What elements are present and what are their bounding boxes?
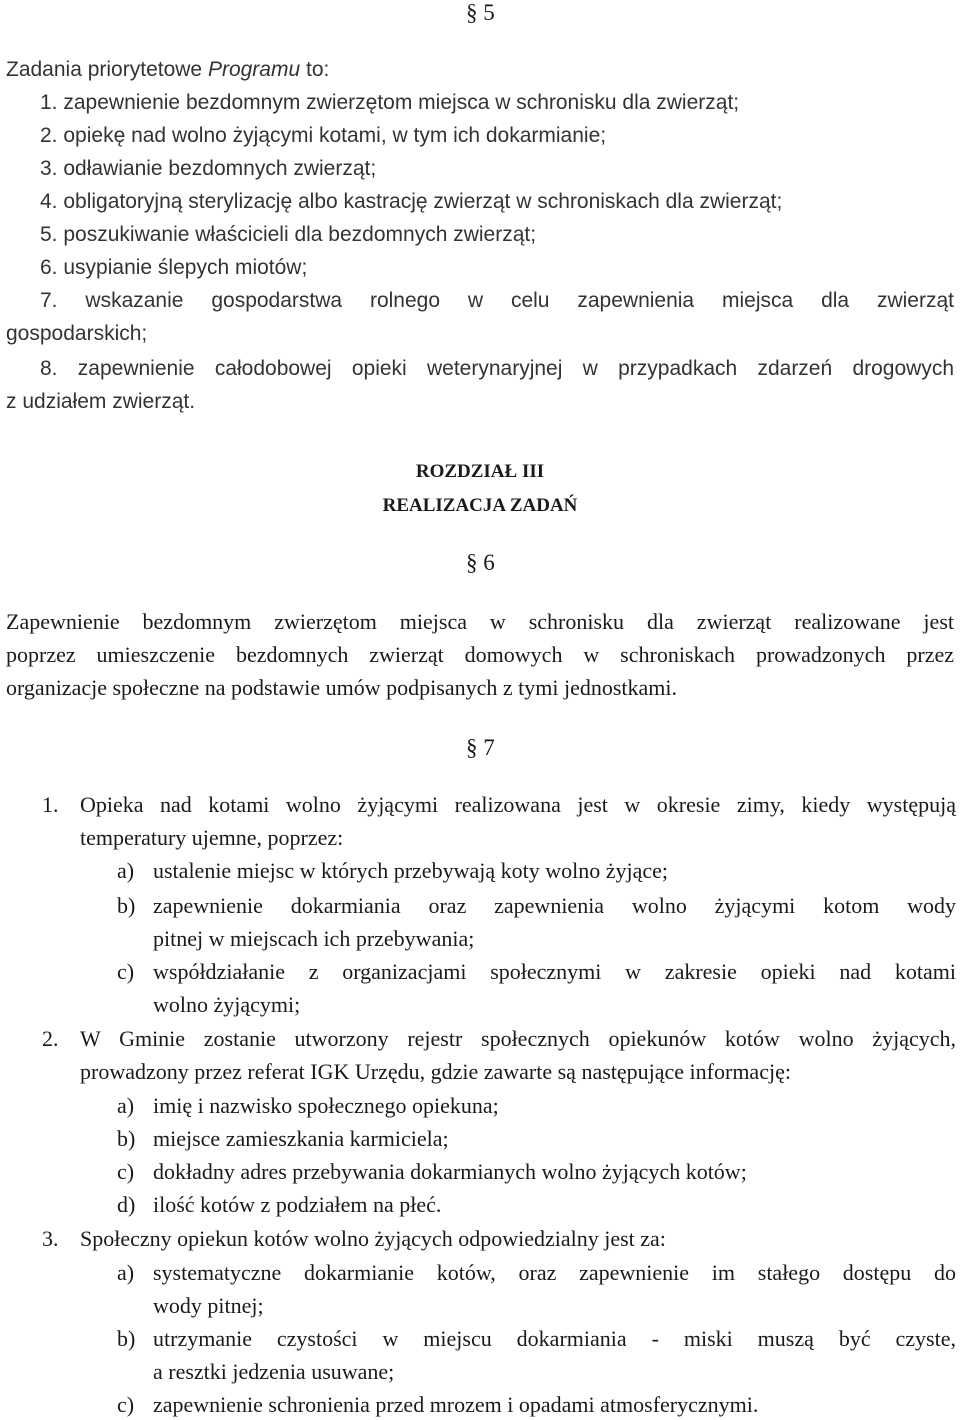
subitem-label: d) [117,1192,136,1217]
tasks-intro-end: to: [300,58,330,81]
task-number: 5. [40,223,58,246]
tasks-intro-text: Zadania priorytetowe [6,58,208,81]
task-item-7-line1: 7. wskazanie gospodarstwa rolnego w celu zapewnienia miejsca dla zwierząt [40,289,954,312]
chapter-title: REALIZACJA ZADAŃ [382,495,578,516]
task-text: zapewnienie bezdomnym zwierzętom miejsca w schronisku dla zwierząt; [63,91,740,114]
subitem-label: b) [117,1326,136,1351]
subitem-text: ilość kotów z podziałem na płeć. [153,1192,442,1217]
task-text: poszukiwanie właścicieli dla bezdomnych zwierząt; [63,223,537,246]
subitem-text: zapewnienie dokarmiania oraz zapewnienia wolno żyjącymi kotom wody [153,893,956,918]
subitem-text: pitnej w miejscach ich przebywania; [153,926,475,951]
subitem-text: imię i nazwisko społecznego opiekuna; [153,1093,499,1118]
task-number: 2. [40,124,58,147]
subitem-text: wolno żyjącymi; [153,992,301,1017]
task-item [40,157,376,181]
task-text: usypianie ślepych miotów; [63,256,308,279]
task-text: odławianie bezdomnych zwierząt; [63,157,377,180]
task-number: 1. [40,91,58,114]
subitem-text: dokładny adres przebywania dokarmianych wolno żyjących kotów; [153,1159,747,1184]
section-mark-7: § 7 [466,735,495,760]
task-item-7-line2: gospodarskich; [6,322,148,345]
task-text: obligatoryjną sterylizację albo kastrację zwierząt w schroniskach dla zwierząt; [63,190,783,213]
subitem-label: a) [117,1260,135,1285]
subitem-label: b) [117,893,136,918]
item-number: 3. [42,1226,59,1251]
task-item-8-line1: 8. zapewnienie całodobowej opieki weterynaryjnej w przypadkach zdarzeń drogowych [40,357,954,380]
section-mark-6: § 6 [466,550,495,575]
section-6-line: organizacje społeczne na podstawie umów podpisanych z tymi jednostkami. [6,675,678,700]
task-item [40,223,536,247]
subitem-label: c) [117,1392,135,1417]
item-number: 2. [42,1026,59,1051]
subitem-text: ustalenie miejsc w których przebywają koty wolno żyjące; [153,858,668,883]
tasks-intro-program: Programu [207,58,301,81]
task-item [40,124,606,148]
subitem-label: a) [117,1093,135,1118]
subitem-label: c) [117,1159,135,1184]
item-2-line2: prowadzony przez referat IGK Urzędu, gdzie zawarte są następujące informację: [80,1059,791,1084]
task-item [40,256,307,280]
item-1-line1: Opieka nad kotami wolno żyjącymi realizowana jest w okresie zimy, kiedy występują [80,792,956,817]
task-item [40,190,782,214]
subitem-text: utrzymanie czystości w miejscu dokarmiania - miski muszą być czyste, [153,1326,956,1351]
task-number: 4. [40,190,58,213]
section-6-line: poprzez umieszczenie bezdomnych zwierząt domowych w schroniskach prowadzonych przez [6,642,954,667]
subitem-text: systematyczne dokarmianie kotów, oraz zapewnienie im stałego dostępu do [153,1260,956,1285]
item-3-line1: Społeczny opiekun kotów wolno żyjących odpowiedzialny jest za: [80,1226,666,1251]
section-mark-5: § 5 [466,0,495,25]
item-number: 1. [42,792,59,817]
subitem-text: a resztki jedzenia usuwane; [153,1359,395,1384]
item-1-line2: temperatury ujemne, poprzez: [80,825,344,850]
subitem-label: b) [117,1126,136,1151]
subitem-label: a) [117,858,135,883]
subitem-label: c) [117,959,135,984]
section-6-line: Zapewnienie bezdomnym zwierzętom miejsca w schronisku dla zwierząt realizowane jest [6,609,954,634]
subitem-text: współdziałanie z organizacjami społecznymi w zakresie opieki nad kotami [153,959,956,984]
task-text: opiekę nad wolno żyjącymi kotami, w tym ich dokarmianie; [63,124,607,147]
subitem-text: miejsce zamieszkania karmiciela; [153,1126,449,1151]
task-item-8-line2: z udziałem zwierząt. [6,390,196,413]
item-2-line1: W Gminie zostanie utworzony rejestr społecznych opiekunów kotów wolno żyjących, [80,1026,956,1051]
subitem-text: zapewnienie schronienia przed mrozem i opadami atmosferycznymi. [153,1392,759,1417]
chapter-number: ROZDZIAŁ III [415,461,545,482]
task-item [40,91,739,115]
subitem-text: wody pitnej; [153,1293,264,1318]
task-number: 6. [40,256,58,279]
tasks-intro [6,58,329,82]
task-number: 3. [40,157,58,180]
